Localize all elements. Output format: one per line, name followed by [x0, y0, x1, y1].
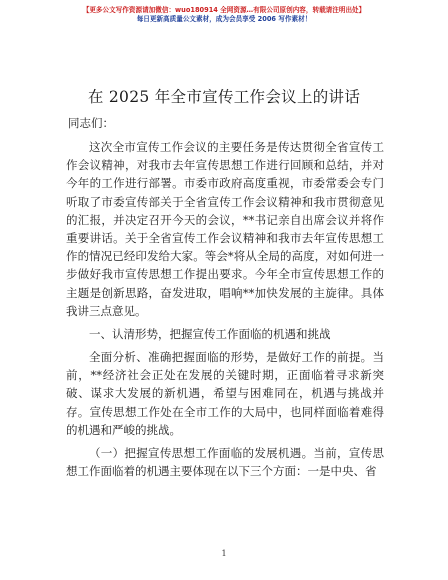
section-heading: 一、认清形势，把握宣传工作面临的机遇和挑战 [89, 327, 331, 342]
paragraph-opportunities: （一）把握宣传思想工作面临的发展机遇。当前，宣传思想工作面临着的机遇主要体现在以下三个方面：一是中央、省 [66, 446, 384, 479]
salutation: 同志们： [68, 116, 114, 130]
banner-promo-line: 【更多公文写作资源请加微信：wuo180914 全网资源…有限公司原创内容，转载请注明出处】 [82, 6, 366, 14]
document-body [66, 114, 384, 485]
page-number: 1 [221, 549, 227, 558]
banner-subscribe-line: 每日更新高质量公文素材，成为会员享受 2006 写作素材！ [136, 15, 312, 23]
document-title: 在 2025 年全市宣传工作会议上的讲话 [87, 88, 361, 106]
paragraph-intro: 这次全市宣传工作会议的主要任务是传达贯彻全省宣传工作会议精神，对我市去年宣传思想工作进行回顾和总结，并对今年的工作进行部署。市委市政府高度重视，市委常委会专门听取了市委宣传部关于全省宣传工作会议精神和我市贯彻意见的汇报，并决定召开今天的会议，**书记亲自出席会议并将作重要讲话。关于全省宣传工作会议精神和我市去年宣传思想工作的情况已经印发给大家。等会*将从全局的高度，对如何进一步做好我市宣传思想工作提出要求。今年全市宣传思想工作的主题是创新思路，奋发进取，唱响**加快发展的主旋律。具体我讲三点意见。 [66, 140, 384, 318]
header-banner [0, 6, 448, 24]
paragraph-situation: 全面分析、准确把握面临的形势，是做好工作的前提。当前，**经济社会正处在发展的关键时期，正面临着寻求新突破、谋求大发展的新机遇，希望与困难同在，机遇与挑战并存。宣传思想工作处在全市工作的大局中，也同样面临着难得的机遇和严峻的挑战。 [66, 350, 384, 437]
